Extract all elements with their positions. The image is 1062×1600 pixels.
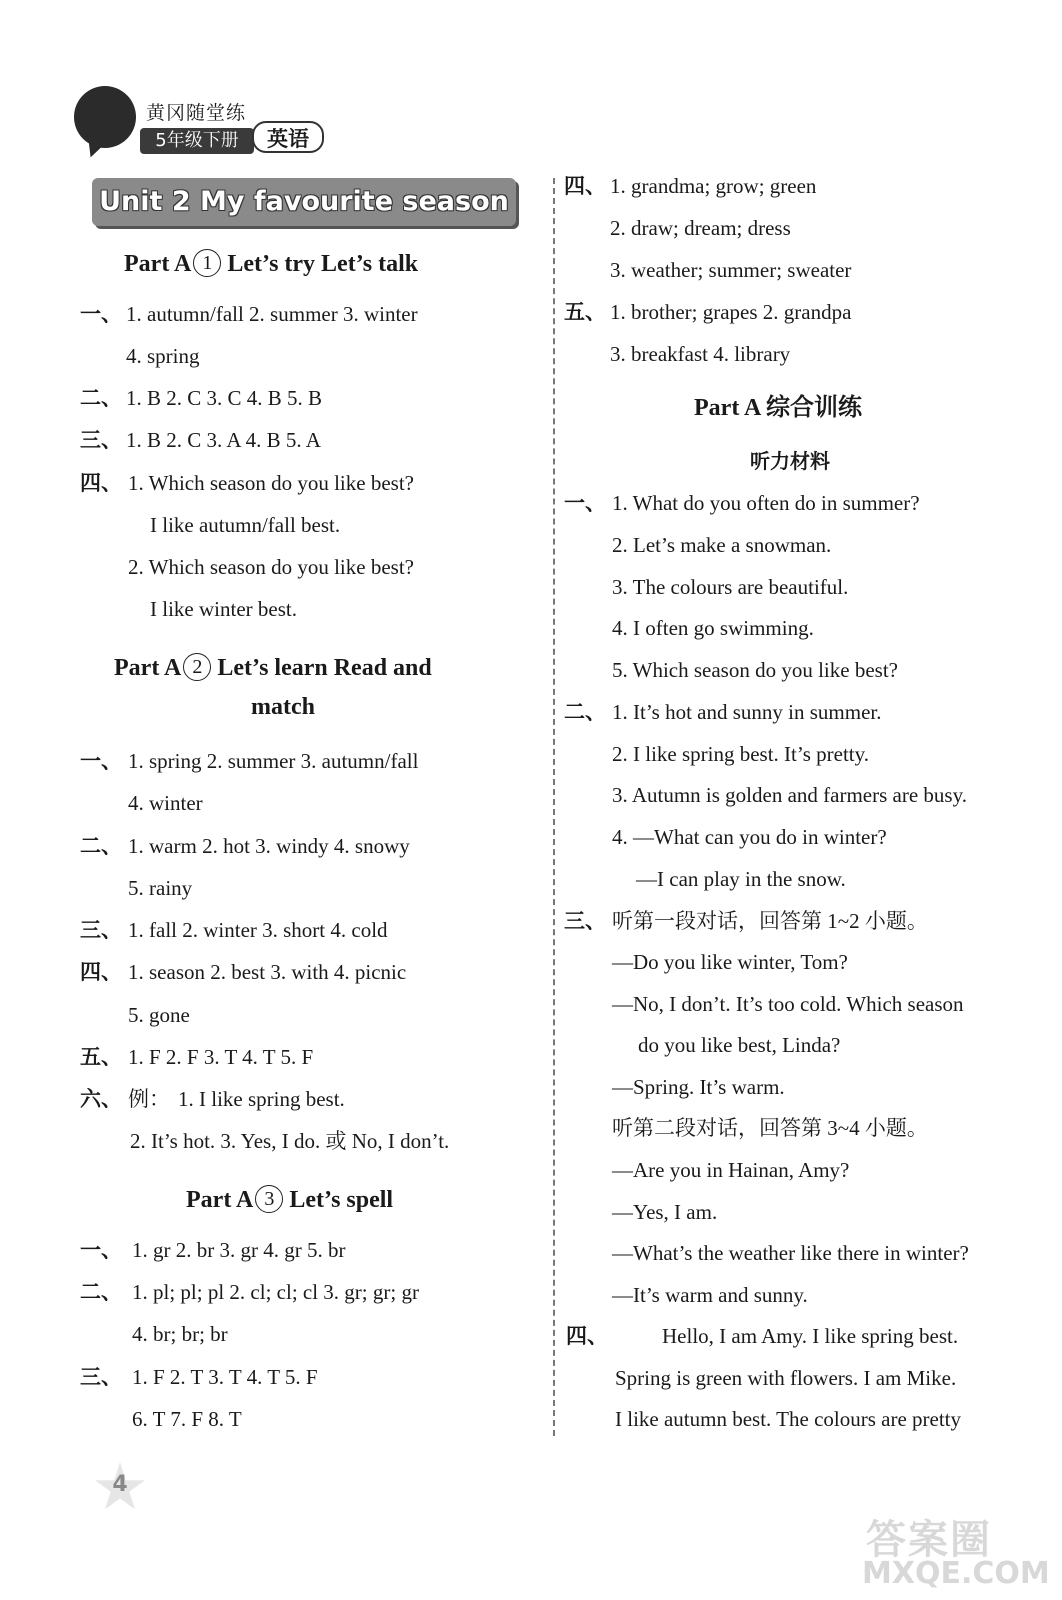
- answer-line: 5. gone: [128, 1003, 190, 1027]
- question-label: 三、: [80, 918, 122, 942]
- example-prefix: 例：: [128, 1087, 170, 1111]
- answer-line: 2. draw; dream; dress: [610, 216, 791, 240]
- answer-line: I like autumn/fall best.: [150, 513, 341, 537]
- section-subtitle-cont: match: [251, 694, 315, 720]
- question-label: 四、: [80, 960, 122, 984]
- question-label: 一、: [564, 491, 606, 515]
- grade-label: 5年级下册: [140, 128, 254, 154]
- circled-number: 2: [183, 653, 211, 681]
- section-title-part-a-2: [114, 652, 432, 684]
- answer-line: 1. F 2. F 3. T 4. T 5. F: [128, 1045, 314, 1069]
- question-label: 五、: [80, 1045, 122, 1069]
- part-label: Part A: [114, 655, 182, 681]
- answer-line: 4. br; br; br: [132, 1322, 228, 1346]
- answer-line: 4. spring: [126, 344, 200, 368]
- watermark-logo: 答案圈: [866, 1517, 992, 1563]
- answer-line: 1. spring 2. summer 3. autumn/fall: [128, 749, 419, 773]
- script-line: —I can play in the snow.: [636, 867, 846, 891]
- question-label: 三、: [80, 1365, 122, 1389]
- script-line: 5. Which season do you like best?: [612, 658, 898, 682]
- watermark-url: MXQE.COM: [862, 1556, 1050, 1591]
- script-line: 听第二段对话，回答第 3~4 小题。: [612, 1116, 928, 1140]
- answer-line: 1. warm 2. hot 3. windy 4. snowy: [128, 834, 410, 858]
- answer-line: 3. breakfast 4. library: [610, 342, 791, 366]
- section-subtitle: Let’s spell: [289, 1187, 394, 1213]
- answer-line: 2. It’s hot. 3. Yes, I do. 或 No, I don’t.: [130, 1129, 450, 1153]
- script-line: —What’s the weather like there in winter?: [612, 1241, 969, 1265]
- answer-line: 1. autumn/fall 2. summer 3. winter: [126, 302, 418, 326]
- passage-line: I like autumn best. The colours are pretty: [615, 1407, 962, 1431]
- question-label: 二、: [80, 1280, 122, 1304]
- answer-line: 1. pl; pl; pl 2. cl; cl; cl 3. gr; gr; gr: [132, 1280, 419, 1304]
- part-label: Part A: [124, 251, 192, 277]
- book-series-title: 黄冈随堂练: [146, 102, 247, 124]
- question-label: 三、: [80, 428, 122, 452]
- answer-line: 1. brother; grapes 2. grandpa: [610, 300, 852, 324]
- answer-line: 1. B 2. C 3. C 4. B 5. B: [126, 386, 323, 410]
- script-line: 2. I like spring best. It’s pretty.: [612, 742, 870, 766]
- answer-line: 1. I like spring best.: [178, 1087, 345, 1111]
- script-line: 3. The colours are beautiful.: [612, 575, 849, 599]
- listening-material-title: 听力材料: [750, 451, 830, 473]
- passage-line: Hello, I am Amy. I like spring best.: [662, 1324, 959, 1348]
- script-line: 听第一段对话，回答第 1~2 小题。: [612, 909, 928, 933]
- section-title-part-a-1: [124, 248, 418, 280]
- script-line: 1. It’s hot and sunny in summer.: [612, 700, 882, 724]
- question-label: 五、: [564, 300, 606, 324]
- question-label: 一、: [80, 302, 122, 326]
- section-subtitle: Let’s learn Read and: [217, 655, 432, 681]
- script-line: 3. Autumn is golden and farmers are busy.: [612, 783, 967, 807]
- smiley-logo-icon: [74, 86, 136, 148]
- unit-banner: [92, 178, 516, 226]
- unit-title: Unit 2 My favourite season: [99, 186, 509, 217]
- section-title-part-a-3: [186, 1184, 393, 1216]
- answer-line: 6. T 7. F 8. T: [132, 1407, 242, 1431]
- script-line: —Yes, I am.: [612, 1200, 718, 1224]
- answer-line: 1. grandma; grow; green: [610, 174, 817, 198]
- answer-line: 2. Which season do you like best?: [128, 555, 414, 579]
- circled-number: 1: [193, 249, 221, 277]
- script-line: —No, I don’t. It’s too cold. Which season: [612, 992, 964, 1016]
- answer-line: 1. F 2. T 3. T 4. T 5. F: [132, 1365, 318, 1389]
- script-line: 4. —What can you do in winter?: [612, 825, 887, 849]
- answer-line: 1. B 2. C 3. A 4. B 5. A: [126, 428, 321, 452]
- answer-line: 5. rainy: [128, 876, 193, 900]
- answer-line: 1. fall 2. winter 3. short 4. cold: [128, 918, 388, 942]
- question-label: 一、: [80, 1238, 122, 1262]
- answer-line: 1. gr 2. br 3. gr 4. gr 5. br: [132, 1238, 346, 1262]
- passage-line: Spring is green with flowers. I am Mike.: [615, 1366, 957, 1390]
- script-line: —It’s warm and sunny.: [612, 1283, 808, 1307]
- script-line: —Do you like winter, Tom?: [612, 950, 848, 974]
- section-subtitle: Let’s try Let’s talk: [227, 251, 419, 277]
- answer-line: 4. winter: [128, 791, 203, 815]
- answer-line: I like winter best.: [150, 597, 297, 621]
- script-line: 1. What do you often do in summer?: [612, 491, 920, 515]
- answer-line: 3. weather; summer; sweater: [610, 258, 852, 282]
- question-label: 三、: [564, 909, 606, 933]
- question-label: 二、: [80, 834, 122, 858]
- question-label: 六、: [80, 1087, 122, 1111]
- question-label: 四、: [80, 471, 122, 495]
- script-line: do you like best, Linda?: [638, 1033, 841, 1057]
- page-number: 4: [112, 1472, 128, 1497]
- script-line: —Are you in Hainan, Amy?: [612, 1158, 850, 1182]
- question-label: 二、: [80, 386, 122, 410]
- part-label: Part A: [186, 1187, 254, 1213]
- subject-label: 英语: [252, 121, 324, 153]
- question-label: 二、: [564, 700, 606, 724]
- section-title-comprehensive: Part A 综合训练: [694, 395, 862, 421]
- answer-line: 1. Which season do you like best?: [128, 471, 414, 495]
- question-label: 四、: [566, 1324, 608, 1348]
- answer-line: 1. season 2. best 3. with 4. picnic: [128, 960, 407, 984]
- question-label: 四、: [564, 174, 606, 198]
- script-line: —Spring. It’s warm.: [612, 1075, 785, 1099]
- script-line: 4. I often go swimming.: [612, 616, 814, 640]
- question-label: 一、: [80, 749, 122, 773]
- circled-number: 3: [255, 1185, 283, 1213]
- column-divider: [553, 178, 555, 1436]
- script-line: 2. Let’s make a snowman.: [612, 533, 832, 557]
